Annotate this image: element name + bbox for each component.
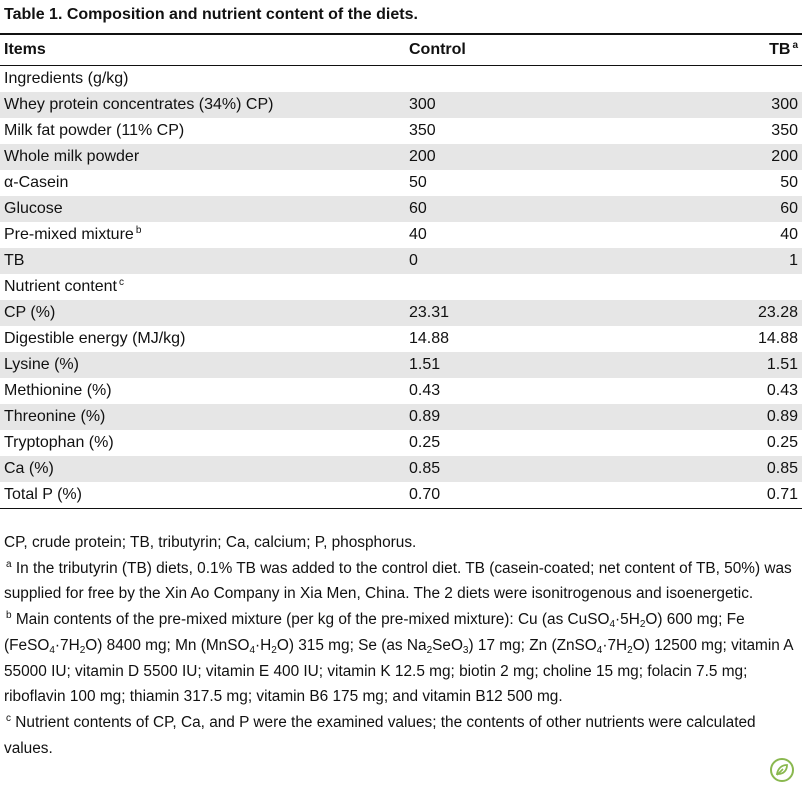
row-item: α-Casein: [4, 174, 69, 191]
row-control-value: 0.25: [409, 434, 441, 451]
row-item: Total P (%): [0, 482, 405, 509]
row-control-value: 200: [409, 148, 436, 165]
table-row: [0, 196, 802, 222]
row-item: Milk fat powder (11% CP): [4, 122, 185, 139]
row-tb-value: [674, 66, 802, 93]
note-abbreviations: CP, crude protein; TB, tributyrin; Ca, calcium; P, phosphorus.: [4, 534, 417, 551]
row-item: Whole milk powder: [4, 148, 140, 165]
row-item: Threonine (%): [4, 408, 106, 425]
row-item: Ca (%): [4, 460, 54, 477]
row-control-value: 40: [409, 226, 427, 243]
row-tb-value: 14.88: [757, 330, 798, 347]
header-tb: [674, 35, 802, 66]
row-tb-value: 60: [780, 200, 798, 217]
row-item: Pre-mixed mixture $^b$: [4, 225, 142, 243]
row-tb-value: 23.28: [757, 304, 798, 321]
table-row: [0, 248, 802, 274]
row-control-value: 0.85: [409, 460, 441, 477]
table-row: [0, 66, 802, 93]
table-row: [0, 118, 802, 144]
row-tb-value: 50: [780, 174, 798, 191]
table-row: [0, 378, 802, 404]
row-item: Lysine (%): [4, 356, 79, 373]
table-row: [0, 482, 802, 509]
row-item: CP (%): [4, 304, 56, 321]
table-row: [0, 326, 802, 352]
row-tb-value: 300: [771, 96, 798, 113]
row-tb-value: 0.85: [766, 460, 798, 477]
table-row: [0, 144, 802, 170]
row-item: Nutrient content $^c$: [4, 277, 124, 295]
row-control-value: 0.70: [405, 482, 674, 509]
row-control-value: 60: [409, 200, 427, 217]
row-item: Ingredients (g/kg): [4, 70, 129, 87]
row-tb-value: 0.25: [766, 434, 798, 451]
note-c: $^c$ Nutrient contents of CP, Ca, and P were the examined values; the contents of other nutrients were calculated values.: [4, 712, 756, 757]
row-control-value: 0: [409, 252, 418, 269]
table-row: [0, 274, 802, 300]
note-a: $^a$ In the tributyrin (TB) diets, 0.1% TB was added to the control diet. TB (casein-coated; net content of TB, 50%) was supplied for free by the Xin Ao Company in Xia Men, China. The 2 diets were isonitrogenous and isoenergetic.: [4, 558, 792, 603]
header-row: [0, 35, 802, 66]
table-row: [0, 352, 802, 378]
row-control-value: 14.88: [409, 330, 450, 347]
note-b: $^b$ Main contents of the pre-mixed mixture (per kg of the pre-mixed mixture): Cu (as $CuSO_4\cdot 5H_2O$) 600 mg; Fe $(FeSO_4\cdot 7H_2O)$ 8400 mg; Mn $(MnSO_4\cdot H_2O)$ 315 mg; Se (as $Na_2SeO_3$) 17 mg; Zn $(ZnSO_4\cdot 7H_2O)$ 12500 mg; vitamin A 55000 IU; vitamin D 5500 IU; vitamin E 400 IU; vitamin K 12.5 mg; biotin 2 mg; choline 15 mg; folacin 7.5 mg; riboflavin 100 mg; thiamin 317.5 mg; vitamin B6 175 mg; and vitamin B12 500 mg.: [4, 610, 793, 706]
row-item: Digestible energy (MJ/kg): [4, 330, 186, 347]
table-row: [0, 456, 802, 482]
table-caption: Table 1. Composition and nutrient content of the diets.: [4, 6, 418, 23]
diet-composition-table: [0, 35, 802, 509]
row-item: Methionine (%): [4, 382, 112, 399]
row-tb-value: 0.43: [766, 382, 798, 399]
row-tb-value: 0.89: [766, 408, 798, 425]
row-control-value: 350: [409, 122, 436, 139]
table-row: [0, 92, 802, 118]
row-control-value: 0.43: [409, 382, 441, 399]
table-row: [0, 430, 802, 456]
row-control-value: 1.51: [409, 356, 441, 373]
table-row: [0, 300, 802, 326]
row-tb-value: 40: [780, 226, 798, 243]
row-tb-value: 0.71: [674, 482, 802, 509]
table-row: [0, 170, 802, 196]
row-tb-value: 1: [789, 252, 798, 269]
row-control-value: 0.89: [409, 408, 441, 425]
row-item: TB: [4, 252, 25, 269]
table-row: [0, 404, 802, 430]
table-row: [0, 222, 802, 248]
header-control: Control: [405, 35, 674, 66]
row-item: Tryptophan (%): [4, 434, 114, 451]
row-control-value: 300: [409, 96, 436, 113]
row-tb-value: 1.51: [766, 356, 798, 373]
plos-logo-icon: [770, 758, 794, 782]
row-item: Glucose: [4, 200, 63, 217]
row-control-value: 50: [409, 174, 427, 191]
row-control-value: [405, 274, 674, 300]
header-tb-sup: a: [792, 40, 798, 51]
row-control-value: 23.31: [409, 304, 450, 321]
row-control-value: [405, 66, 674, 93]
row-tb-value: [674, 274, 802, 300]
row-tb-value: 200: [771, 148, 798, 165]
header-tb-label: TB: [769, 41, 791, 58]
header-items: Items: [0, 35, 405, 66]
row-tb-value: 350: [771, 122, 798, 139]
row-item: Whey protein concentrates (34%) CP): [4, 96, 274, 113]
table-notes: [4, 530, 796, 761]
